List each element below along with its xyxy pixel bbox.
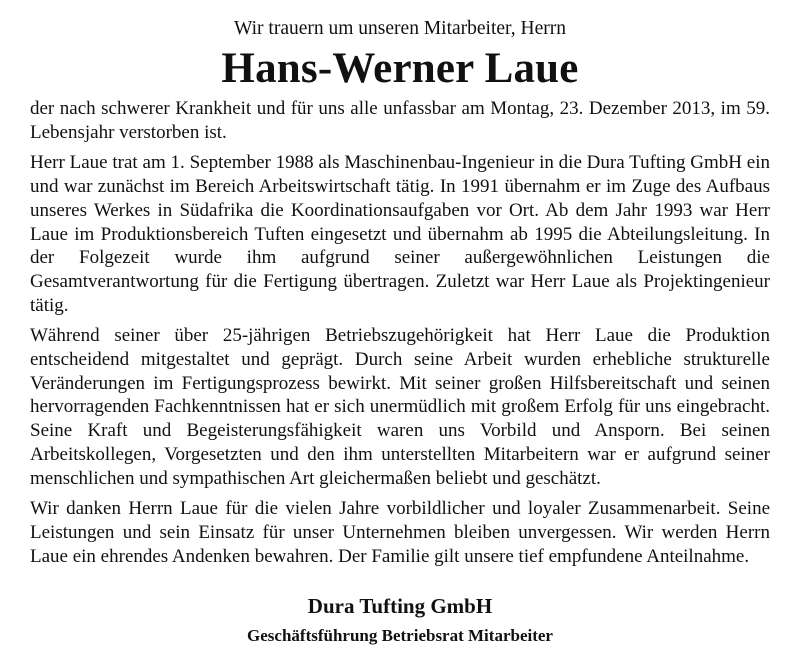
paragraph-thanks: Wir danken Herrn Laue für die vielen Jahre vorbildlicher und loyaler Zusammenarbeit. Seine Leistungen und sein Einsatz für unser Unternehmen bleiben unvergessen. Wir werden Herrn Laue ein ehrendes Andenken bewahren. Der Familie gilt unsere tief empfundene Anteilnahme.: [30, 498, 770, 567]
paragraph-career: Herr Laue trat am 1. September 1988 als Maschinenbau-Ingenieur in die Dura Tufting GmbH ein und war zunächst im Bereich Arbeitswirtschaft tätig. In 1991 übernahm er im Zuge des Aufbaus unseres Werkes in Südafrika die Koordinationsaufgaben vor Ort. Ab dem Jahr 1993 war Herr Laue im Produktionsbereich Tuften eingesetzt und übernahm ab 1995 die Abteilungsleitung. In der Folgezeit wurde ihm aufgrund seiner außergewöhnlichen Leistungen die Gesamtverantwortung für die Fertigung übertragen. Zuletzt war Herr Laue als Projektingenieur tätig.: [30, 152, 770, 316]
signers-line: Geschäftsführung Betriebsrat Mitarbeiter: [247, 626, 553, 646]
intro-line: Wir trauern um unseren Mitarbeiter, Herrn: [234, 18, 566, 39]
deceased-name: Hans-Werner Laue: [221, 45, 579, 92]
company-name: Dura Tufting GmbH: [307, 594, 493, 619]
paragraph-achievements: Während seiner über 25-jährigen Betriebszugehörigkeit hat Herr Laue die Produktion entscheidend mitgestaltet und geprägt. Durch seine Arbeit wurden erhebliche strukturelle Veränderungen im Fertigungsprozess bewirkt. Mit seiner großen Hilfsbereitschaft und seinen hervorragenden Fachkenntnissen hat er sich unermüdlich mit großem Erfolg für uns eingebracht. Seine Kraft und Begeisterungsfähigkeit waren uns Vorbild und Ansporn. Bei seinen Arbeitskollegen, Vorgesetzten und den ihm unterstellten Mitarbeitern war er aufgrund seiner menschlichen und sympathischen Art gleichermaßen beliebt und geschätzt.: [30, 325, 770, 489]
paragraph-death: der nach schwerer Krankheit und für uns alle unfassbar am Montag, 23. Dezember 2013, im 59. Lebensjahr verstorben ist.: [30, 98, 770, 143]
